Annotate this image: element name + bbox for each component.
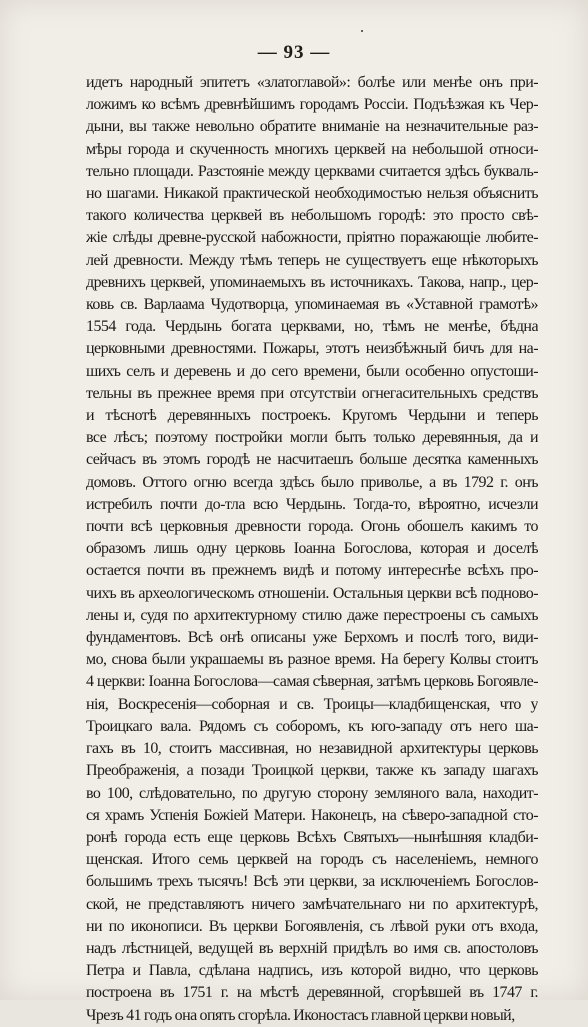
text-line: жіе слѣды древне-русской набожности, пріятно поражающіе любите- — [86, 229, 538, 247]
text-line: все лѣсъ; поэтому постройки могли быть только деревянныя, да и — [86, 429, 538, 447]
text-line: образомъ лишь одну церковь Іоанна Богослова, которая и доселѣ — [86, 540, 538, 558]
text-line: мѣры города и скученность многихъ церквей на небольшой относи- — [86, 140, 538, 158]
text-line: щенская. Итого семь церквей на городъ съ населеніемъ, немного — [86, 851, 538, 869]
text-line: фундаментовъ. Всѣ онѣ описаны уже Берхомъ и послѣ того, види- — [86, 629, 538, 647]
text-line: надъ лѣстницей, ведущей въ верхній придѣлъ во имя св. апостоловъ — [86, 939, 538, 957]
text-line: ской, не представляютъ ничего замѣчательнаго ни по архитектурѣ, — [86, 895, 538, 913]
text-line: но шагами. Никакой практической необходимостью нельзя объяснить — [86, 185, 538, 203]
text-line: остается почти въ прежнемъ видѣ и потому интереснѣе всѣхъ про- — [86, 562, 538, 580]
text-line: сейчасъ въ этомъ городѣ не насчитаешъ больше десятка каменныхъ — [86, 451, 538, 469]
text-line: Троицкаго вала. Рядомъ съ соборомъ, къ юго-западу отъ него ша- — [86, 717, 538, 735]
text-line: лей древности. Между тѣмъ теперь не существуетъ еще нѣкоторыхъ — [86, 251, 538, 269]
text-line: чихъ въ археологическомъ отношеніи. Остальныя церкви всѣ подново- — [86, 584, 538, 602]
text-line: ни по иконописи. Въ церкви Богоявленія, съ лѣвой руки отъ входа, — [86, 917, 538, 935]
text-line: домовъ. Оттого огню всегда здѣсь было привольe, а въ 1792 г. онъ — [86, 473, 538, 491]
text-line: ложимъ ко всѣмъ древнѣйшимъ городамъ Россіи. Подъѣзжая къ Чер- — [86, 96, 538, 114]
text-line: гахъ въ 10, стоитъ массивная, но незавидной архитектуры церковь — [86, 740, 538, 758]
text-line: Чрезъ 41 годъ она опять сгорѣла. Иконостасъ главной церкви новый, — [86, 1006, 515, 1024]
text-line: шихъ селъ и деревень и до сего времени, были особенно опустоши- — [86, 362, 538, 380]
text-line: Преображенія, а позади Троицкой церкви, также къ западу шагахъ — [86, 762, 538, 780]
text-line: построена въ 1751 г. на мѣстѣ деревянной, сгорѣвшей въ 1747 г. — [86, 984, 538, 1002]
ink-speck — [361, 30, 363, 32]
text-line: во 100, слѣдовательно, по другую сторону земляного вала, находит- — [86, 784, 538, 802]
text-line: большимъ трехъ тысячъ! Всѣ эти церкви, за исключеніемъ Богослов- — [86, 873, 538, 891]
text-line: ронѣ города есть еще церковь Всѣхъ Святыхъ—нынѣшняя кладби- — [86, 828, 538, 846]
text-line: и тѣснотѣ деревянныхъ построекъ. Кругомъ Чердыни и теперь — [86, 407, 538, 425]
text-line: такого количества церквей въ небольшомъ городѣ: это просто свѣ- — [86, 207, 538, 225]
text-line: почти всѣ церковныя древности города. Огонь обошелъ какимъ то — [86, 518, 538, 536]
text-line: истребилъ почти до-тла всю Чердынь. Тогда-то, вѣроятно, исчезли — [86, 495, 538, 513]
text-line: лены и, судя по архитектурному стилю даже перестроены съ самыхъ — [86, 606, 538, 624]
page-number: — 93 — — [257, 42, 331, 63]
text-line: тельны въ прежнее время при отсутствіи огнегасительныхъ средствъ — [86, 384, 538, 402]
text-line: церковными древностями. Пожары, этотъ неизбѣжный бичъ для на- — [86, 340, 538, 358]
text-line: ся храмъ Успенія Божіей Матери. Наконецъ, на сѣверо-западной сто- — [86, 806, 538, 824]
text-line: тельно площади. Разстояніе между церквами считается здѣсь букваль- — [86, 162, 538, 180]
text-line: нія, Воскресенія—соборная и св. Троицы—кладбищенская, что у — [86, 695, 538, 713]
text-line: древнихъ церквей, упоминаемыхъ въ источникахъ. Такова, напр., цер- — [86, 273, 538, 291]
text-line: дыни, вы также невольно обратите вниманіе на незначительные раз- — [86, 118, 538, 136]
text-line: ковь св. Варлаама Чудотворца, упоминаемая въ «Уставной грамотѣ» — [86, 296, 538, 314]
text-line: идетъ народный эпитетъ «златоглавой»: болѣе или менѣе онъ при- — [86, 74, 538, 91]
text-line: мо, снова были украшаемы въ разное время. На берегу Колвы стоитъ — [86, 651, 538, 669]
body-text — [86, 72, 538, 1027]
text-line: 4 церкви: Іоанна Богослова—самая сѣверная, затѣмъ церковь Богоявле- — [86, 673, 538, 691]
text-line: Петра и Павла, сдѣлана надпись, изъ которой видно, что церковь — [86, 962, 538, 980]
text-line: 1554 года. Чердынь богата церквами, но, тѣмъ не менѣе, бѣдна — [86, 318, 538, 336]
